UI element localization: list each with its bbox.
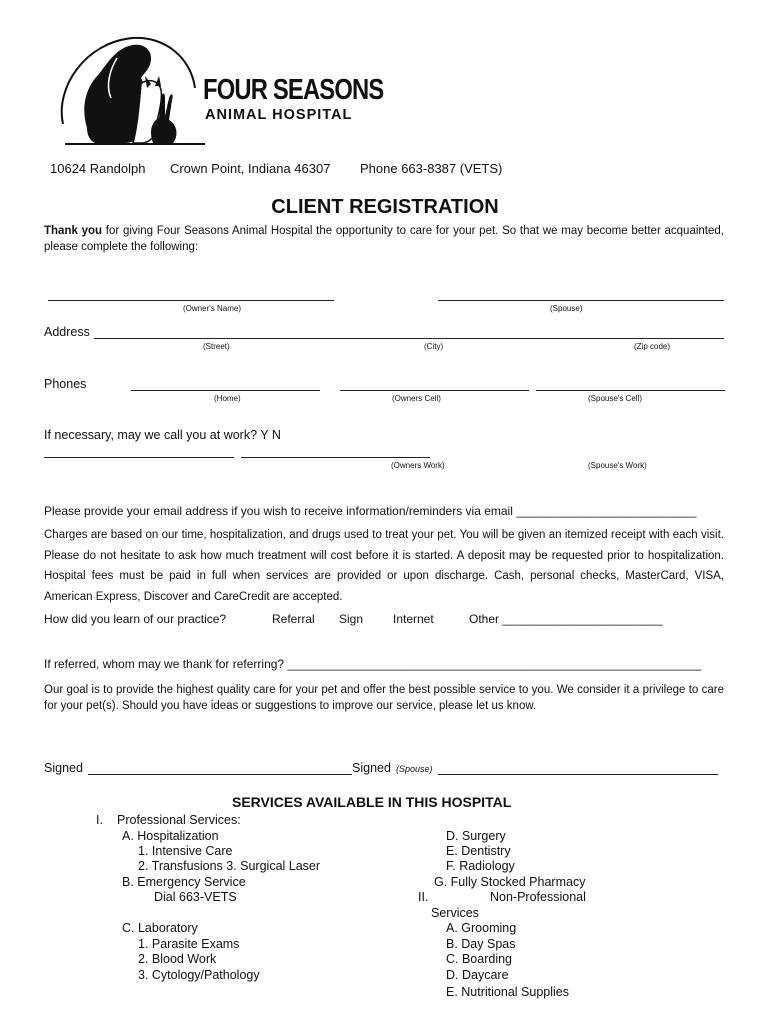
spouses-work-label: (Spouse's Work) xyxy=(588,461,647,470)
service-item: D. Daycare xyxy=(446,968,509,982)
signed-spouse-label: Signed xyxy=(352,761,391,775)
learn-sign-option[interactable]: Sign xyxy=(339,612,364,626)
logo-subtitle: ANIMAL HOSPITAL xyxy=(205,107,353,123)
home-phone-field[interactable] xyxy=(131,390,320,391)
spouses-work-field[interactable] xyxy=(241,457,430,458)
owners-cell-label: (Owners Cell) xyxy=(392,394,441,403)
service-item: C. Boarding xyxy=(446,952,513,966)
learn-internet-option[interactable]: Internet xyxy=(393,612,434,626)
service-item: F. Radiology xyxy=(446,859,515,873)
city-label: (City) xyxy=(424,342,444,351)
charges-paragraph: Charges are based on our time, hospitalization, and drugs used to treat your pet. You will be given an itemized receipt with each visit. Please do not hesitate to ask how much treatment will cost before it is started. A deposit may be requested prior to hospitalization. Hospital fees must be paid in full when services are provided or upon discharge. Cash, personal checks, MasterCard, VISA, American Express, Discover and CareCredit are accepted. xyxy=(44,529,724,603)
services-roman-1: I. xyxy=(96,813,103,827)
intro-paragraph xyxy=(44,223,724,255)
intro-bold: Thank you xyxy=(44,225,103,237)
spouses-cell-field[interactable] xyxy=(536,390,725,391)
signed-spouse-note: (Spouse) xyxy=(396,764,433,774)
clinic-street: 10624 Randolph xyxy=(50,161,146,176)
signature-field[interactable] xyxy=(88,774,352,775)
services-title: SERVICES AVAILABLE IN THIS HOSPITAL xyxy=(232,794,512,810)
zip-label: (Zip code) xyxy=(634,342,671,351)
non-professional-heading: Non-Professional xyxy=(490,890,586,904)
clinic-city: Crown Point, Indiana 46307 xyxy=(170,161,331,176)
owners-work-field[interactable] xyxy=(44,457,234,458)
goal-paragraph: Our goal is to provide the highest quality care for your pet and offer the best possible service to you. We consider it a privilege to care for your pet(s). Should you have ideas or suggestions to improve our service, please let us know. xyxy=(44,684,724,712)
spouse-name-field[interactable] xyxy=(438,300,724,301)
owners-work-label: (Owners Work) xyxy=(391,461,445,470)
phones-label: Phones xyxy=(44,377,87,391)
email-line[interactable]: Please provide your email address if you wish to receive information/reminders via email ___________________________ xyxy=(44,504,697,518)
address-label: Address xyxy=(44,325,90,339)
service-item: D. Surgery xyxy=(446,829,506,843)
street-label: (Street) xyxy=(203,342,230,351)
owners-cell-field[interactable] xyxy=(340,390,529,391)
logo-dog-cat-rabbit-icon xyxy=(55,28,205,153)
service-item: 2. Transfusions 3. Surgical Laser xyxy=(138,859,321,873)
address-field[interactable] xyxy=(94,338,724,339)
service-item: G. Fully Stocked Pharmacy xyxy=(434,875,586,889)
services-roman-2: II. xyxy=(418,890,429,904)
learn-question: How did you learn of our practice? xyxy=(44,612,227,626)
logo xyxy=(55,28,385,153)
professional-services-heading: Professional Services: xyxy=(117,813,241,827)
service-item: E. Nutritional Supplies xyxy=(446,985,569,999)
intro-text: for giving Four Seasons Animal Hospital the opportunity to care for your pet. So that we may become better acquainted, please complete the following: xyxy=(44,225,724,253)
service-item: 3. Cytology/Pathology xyxy=(138,968,260,982)
service-item: A. Grooming xyxy=(446,921,517,935)
service-item: 1. Intensive Care xyxy=(138,844,233,858)
owner-name-label: (Owner's Name) xyxy=(183,304,241,313)
logo-title: FOUR SEASONS xyxy=(203,74,384,106)
services-word: Services xyxy=(431,906,479,920)
referred-line[interactable]: If referred, whom may we thank for referring? ______________________________________________________________ xyxy=(44,657,702,671)
service-item: 1. Parasite Exams xyxy=(138,937,240,951)
clinic-phone: Phone 663-8387 (VETS) xyxy=(360,161,503,176)
service-item: B. Day Spas xyxy=(446,937,516,951)
service-item: B. Emergency Service xyxy=(122,875,246,889)
owner-name-field[interactable] xyxy=(48,300,334,301)
learn-other-option[interactable]: Other ________________________ xyxy=(469,612,663,626)
service-item: E. Dentistry xyxy=(446,844,511,858)
signed-label: Signed xyxy=(44,761,83,775)
service-item: A. Hospitalization xyxy=(122,829,219,843)
spouse-name-label: (Spouse) xyxy=(550,304,583,313)
spouse-signature-field[interactable] xyxy=(438,774,718,775)
call-at-work-question: If necessary, may we call you at work? Y N xyxy=(44,428,281,442)
page-title: CLIENT REGISTRATION xyxy=(271,196,499,218)
home-phone-label: (Home) xyxy=(214,394,241,403)
spouses-cell-label: (Spouse's Cell) xyxy=(588,394,642,403)
service-item: 2. Blood Work xyxy=(138,952,217,966)
learn-referral-option[interactable]: Referral xyxy=(272,612,315,626)
service-item: C. Laboratory xyxy=(122,921,198,935)
service-item: Dial 663-VETS xyxy=(154,890,237,904)
